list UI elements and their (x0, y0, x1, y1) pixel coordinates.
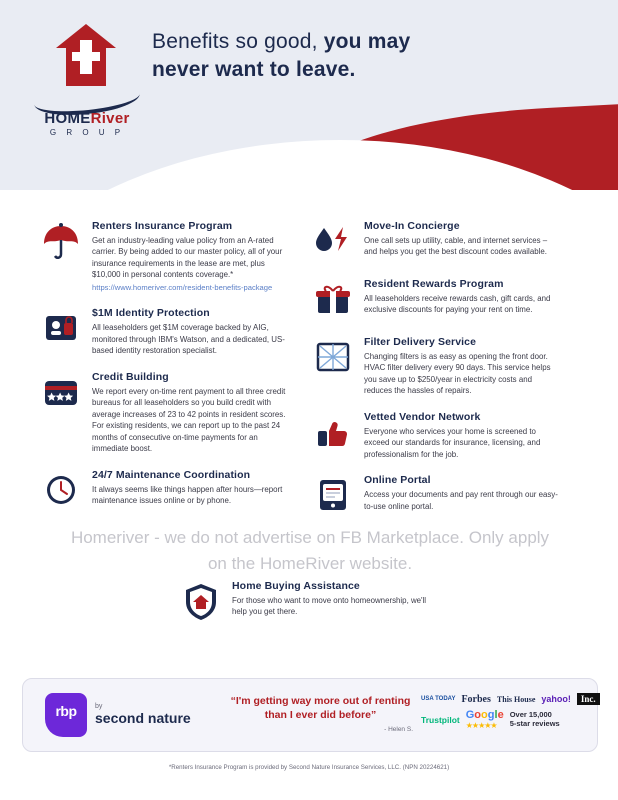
inc-badge: Inc. (577, 693, 600, 705)
benefit-text (92, 220, 288, 293)
benefit-text (364, 474, 560, 518)
logo-river: River (90, 110, 130, 127)
review-count (510, 711, 560, 728)
rbp-mark-text: rbp (55, 703, 77, 719)
benefit-title: Resident Rewards Program (364, 278, 504, 290)
rbp-logo (45, 693, 191, 737)
logo-wordmark (32, 110, 142, 127)
press-badges-row-2 (421, 709, 591, 730)
home-shield-icon (178, 580, 224, 624)
benefit-credit-building (38, 371, 288, 455)
trustpilot-badge: Trustpilot (421, 714, 460, 725)
benefit-title: $1M Identity Protection (92, 307, 210, 320)
benefit-filter-delivery (310, 336, 560, 397)
rbp-by-label: by (95, 703, 103, 711)
homeriver-logo (32, 22, 142, 142)
benefit-title: Move-In Concierge (364, 220, 460, 232)
gift-icon (310, 278, 356, 322)
benefit-text (364, 220, 560, 264)
press-badges (421, 693, 596, 734)
usa-today-badge: USA TODAY (421, 696, 456, 702)
benefit-text (92, 371, 288, 455)
benefit-maintenance-coordination (38, 469, 288, 513)
benefit-text (92, 307, 288, 356)
benefit-vetted-vendor-network (310, 411, 560, 460)
benefits-column-left (38, 220, 288, 527)
testimonial (228, 695, 413, 733)
benefit-body: For those who want to move onto homeownership, we'll help you get there. (232, 596, 427, 617)
page-title (152, 28, 522, 83)
yahoo-badge: yahoo! (541, 694, 571, 704)
benefit-move-in-concierge (310, 220, 560, 264)
title-bold-2: never want to leave. (152, 57, 356, 81)
logo-subtitle: G R O U P (49, 128, 125, 137)
benefit-body: Changing filters is as easy as opening the front door. HVAC filter delivery every 90 days. This service helps you save up to $250/year in electricity costs and reduces the hassles of repairs. (364, 352, 551, 396)
title-line-1: Benefits so good, (152, 30, 318, 53)
clock-icon (38, 469, 84, 513)
benefit-body: All leaseholders get $1M coverage backed by AIG, monitored through IBM's Watson, and a dedicated, US-based identity restoration specialist. (92, 323, 285, 356)
footer-panel (22, 678, 598, 752)
benefit-body: Get an industry-leading value policy from an A-rated carrier. By being added to our master policy, all of your insurance requirements in the lease are met, plus $10,000 in personal contents coverage.* (92, 236, 283, 280)
benefit-body: Access your documents and pay rent through our easy-to-use online portal. (364, 490, 558, 511)
benefit-text (364, 278, 560, 322)
this-old-house-badge: This House (496, 694, 536, 704)
overlay-notice: Homeriver - we do not advertise on FB Marketplace. Only apply on the HomeRiver website. (70, 528, 550, 573)
benefit-title: Credit Building (92, 370, 169, 383)
footer-disclaimer: *Renters Insurance Program is provided by Second Nature Insurance Services, LLC. (NPN 20224621) (168, 764, 450, 771)
page-header (0, 0, 618, 190)
review-count-line1: Over 15,000 (509, 709, 552, 719)
testimonial-quote: “I'm getting way more out of renting than I ever did before” (230, 695, 411, 721)
star-rating-icon: ★★★★★ (465, 721, 497, 730)
benefit-title: 24/7 Maintenance Coordination (92, 468, 251, 481)
benefit-online-portal (310, 474, 560, 518)
benefit-text (232, 580, 428, 624)
benefit-title: Online Portal (364, 474, 431, 487)
air-filter-icon (310, 336, 356, 380)
benefit-renters-insurance (38, 220, 288, 293)
benefit-title: Vetted Vendor Network (364, 410, 481, 423)
credit-score-icon (38, 371, 84, 415)
house-icon (54, 22, 118, 92)
benefit-body: We report every on-time rent payment to all three credit bureaus for all leaseholders so you build credit with average increases of 23 to 42 points in resident scores. For existing residents, we can report up to the past 24 months of consecutive on-time payments for an immediate boost. (92, 386, 286, 454)
benefit-body: One call sets up utility, cable, and internet services – and helps you get the best discount codes available. (364, 236, 548, 257)
title-bold-1: you may (323, 30, 411, 53)
umbrella-icon (38, 220, 84, 264)
droplet-bolt-icon (310, 220, 356, 264)
benefit-text (364, 336, 560, 397)
forbes-badge: Forbes (461, 693, 491, 705)
rbp-badge-icon (45, 693, 87, 737)
benefit-title: Renters Insurance Program (92, 220, 233, 232)
benefits-column-right (310, 220, 560, 532)
second-nature-label: second nature (95, 710, 191, 727)
benefit-identity-protection (38, 307, 288, 356)
review-count-line2: 5-star reviews (509, 718, 560, 728)
testimonial-attribution: - Helen S. (384, 726, 413, 734)
benefits-section (0, 205, 618, 645)
benefit-title: Filter Delivery Service (364, 336, 477, 348)
thumbs-up-icon (310, 411, 356, 455)
benefit-text (92, 469, 288, 513)
logo-home: HOME (44, 110, 91, 127)
press-badges-row-1 (421, 693, 596, 705)
resident-benefits-package-link[interactable]: https://www.homeriver.com/resident-benefits-package (92, 282, 273, 292)
online-portal-icon (310, 474, 356, 518)
benefit-body: Everyone who services your home is screened to exceed our standards for insurance, licensing, and professionalism for the job. (364, 426, 541, 459)
benefit-home-buying-assistance (178, 580, 428, 624)
benefit-body: All leaseholders receive rewards cash, gift cards, and exclusive discounts for paying your rent on time. (364, 294, 551, 315)
benefit-resident-rewards (310, 278, 560, 322)
google-rating (466, 709, 504, 730)
benefit-text (364, 411, 560, 460)
benefit-body: It always seems like things happen after hours—report maintenance issues online or by phone. (92, 484, 283, 505)
benefit-title: Home Buying Assistance (232, 580, 360, 592)
second-nature-wordmark (95, 703, 191, 726)
id-lock-icon (38, 307, 84, 351)
google-badge: Google (465, 709, 504, 721)
